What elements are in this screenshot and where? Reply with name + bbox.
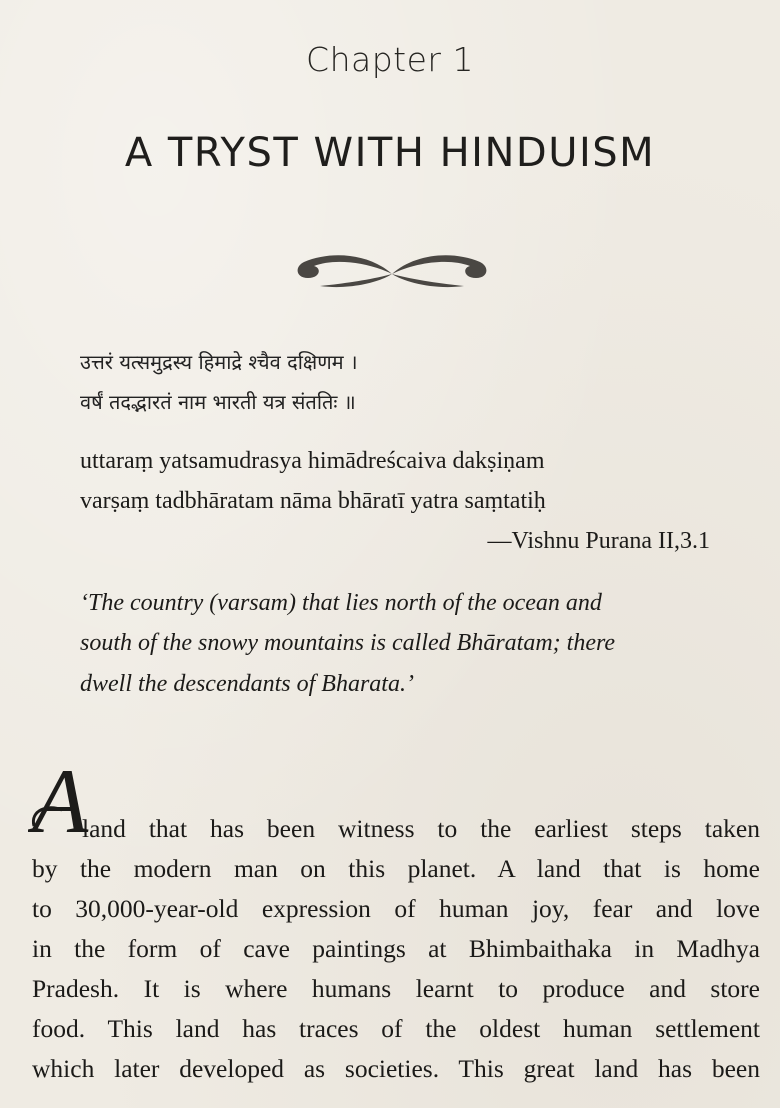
body-line-4: in the form of cave paintings at Bhimbaithaka in Madhya <box>32 934 760 963</box>
body-line-5: Pradesh. It is where humans learnt to produce and store <box>32 974 760 1003</box>
epigraph-source: —Vishnu Purana II,3.1 <box>487 528 710 554</box>
body-line-7: which later developed as societies. This great land has been <box>32 1054 760 1083</box>
sanskrit-verse-line-1: उत्तरं यत्समुद्रस्य हिमाद्रे श्चैव दक्षिणम । <box>80 350 358 374</box>
chapter-title: A TRYST WITH HINDUISM <box>124 130 656 176</box>
body-line-3: to 30,000-year-old expression of human joy, fear and love <box>32 894 760 923</box>
transliteration-line-1: uttaraṃ yatsamudrasya himādreścaiva dakṣiṇam <box>80 448 545 474</box>
body-line-2: by the modern man on this planet. A land that is home <box>32 854 760 883</box>
svg-text:A: A <box>32 760 89 850</box>
body-line-1: land that has been witness to the earliest steps taken <box>82 814 760 843</box>
translation-line-2: south of the snowy mountains is called Bhāratam; there <box>80 630 616 656</box>
translation-line-1: ‘The country (varsam) that lies north of the ocean and <box>80 590 602 616</box>
chapter-number: Chapter 1 <box>306 40 474 79</box>
body-line-6: food. This land has traces of the oldest human settlement <box>32 1014 760 1043</box>
ornament-flourish-icon <box>290 248 495 298</box>
sanskrit-verse-line-2: वर्षं तदद्भारतं नाम भारती यत्र संततिः ॥ <box>80 390 356 414</box>
transliteration-line-2: varṣaṃ tadbhāratam nāma bhāratī yatra saṃtatiḥ <box>80 488 546 514</box>
translation-line-3: dwell the descendants of Bharata.’ <box>80 671 414 697</box>
